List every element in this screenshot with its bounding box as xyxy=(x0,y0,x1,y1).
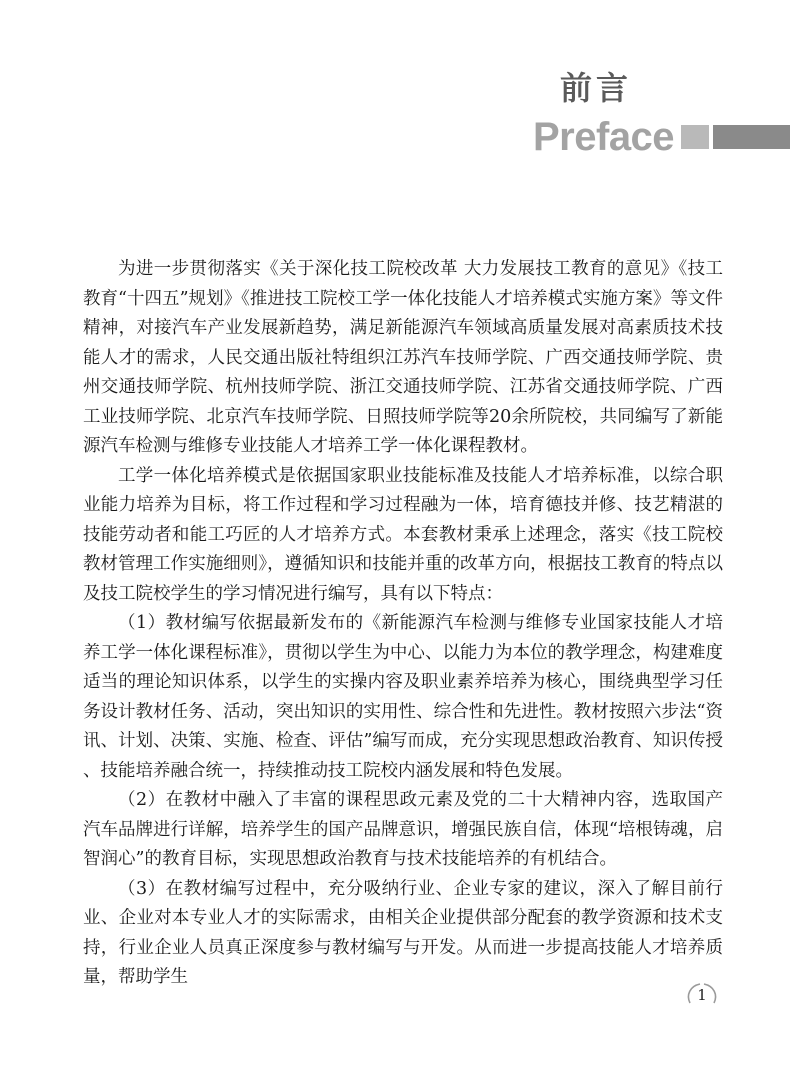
page-number-text: 1 xyxy=(697,986,707,1004)
paragraph: （3）在教材编写过程中，充分吸纳行业、企业专家的建议，深入了解目前行业、企业对本专业人才的实际需求，由相关企业提供部分配套的教学资源和技术支持，行业企业人员真正深度参与教材编写与开发。从而进一步提高技能人才培养质量，帮助学生 xyxy=(83,878,723,987)
decorative-bar-dark xyxy=(713,125,790,149)
page-title: 前言 xyxy=(560,69,633,107)
page-subtitle: Preface xyxy=(533,115,675,159)
paragraph: （1）教材编写依据最新发布的《新能源汽车检测与维修专业国家技能人才培养工学一体化课程标准》，贯彻以学生为中心、以能力为本位的教学理念，构建难度适当的理论知识体系，以学生的实操内容及职业素养培养为核心，围绕典型学习任务设计教材任务、活动，突出知识的实用性、综合性和先进性。教材按照六步法“资讯、计划、决策、实施、检查、评估”编写而成，充分实现思想政治教育、知识传授、技能培养融合统一，持续推动技工院校内涵发展和特色发展。 xyxy=(83,613,723,781)
paragraph: （2）在教材中融入了丰富的课程思政元素及党的二十大精神内容，选取国产汽车品牌进行详解，培养学生的国产品牌意识，增强民族自信，体现“培根铸魂，启智润心”的教育目标，实现思想政治教育与技术技能培养的有机结合。 xyxy=(83,790,723,869)
page-number xyxy=(684,981,720,1009)
paragraph: 为进一步贯彻落实《关于深化技工院校改革 大力发展技工教育的意见》《技工教育“十四五”规划》《推进技工院校工学一体化技能人才培养模式实施方案》等文件精神，对接汽车产业发展新趋势，满足新能源汽车领域高质量发展对高素质技术技能人才的需求，人民交通出版社特组织江苏汽车技师学院、广西交通技师学院、贵州交通技师学院、杭州技师学院、浙江交通技师学院、江苏省交通技师学院、广西工业技师学院、北京汽车技师学院、日照技师学院等20余所院校，共同编写了新能源汽车检测与维修专业技能人才培养工学一体化课程教材。 xyxy=(83,259,723,456)
decorative-bar-light xyxy=(681,125,709,149)
body-text xyxy=(83,255,723,993)
paragraph: 工学一体化培养模式是依据国家职业技能标准及技能人才培养标准，以综合职业能力培养为目标，将工作过程和学习过程融为一体，培育德技并修、技艺精湛的技能劳动者和能工巧匠的人才培养方式。本套教材秉承上述理念，落实《技工院校教材管理工作实施细则》，遵循知识和技能并重的改革方向，根据技工教育的特点以及技工院校学生的学习情况进行编写，具有以下特点： xyxy=(83,465,723,604)
